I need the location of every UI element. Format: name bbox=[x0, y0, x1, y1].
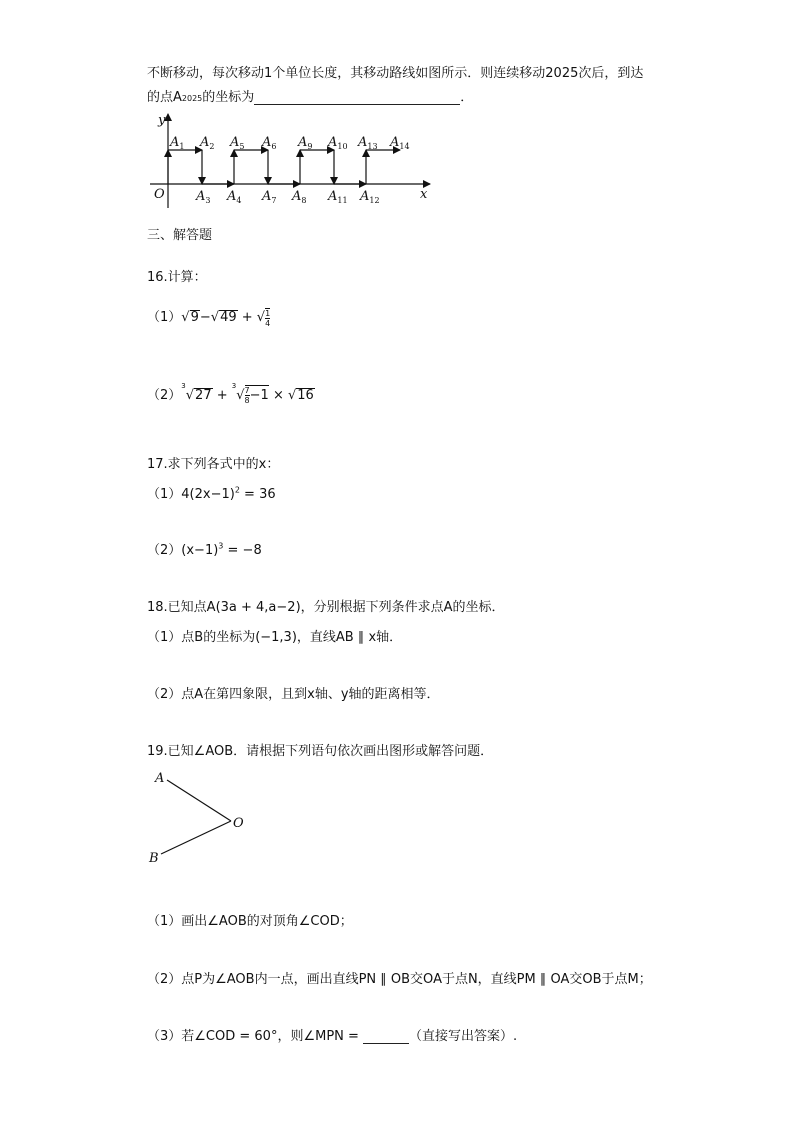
bottom-point-label-0: $A_3$ bbox=[196, 189, 211, 205]
top-point-label-6: $A_{13}$ bbox=[358, 135, 378, 151]
q19-title: 19.已知∠AOB．请根据下列语句依次画出图形或解答问题． bbox=[147, 744, 494, 759]
q16-part2: $(2)^3√27 + ^3√$ $\frac{7}{8}$ −1 × √16 bbox=[147, 382, 314, 405]
q16-title: 16.计算： bbox=[147, 270, 207, 285]
q16-p1-sqrt9: 9 bbox=[190, 310, 199, 325]
q16-p1-frac: $\frac{1}{4}$ bbox=[265, 308, 271, 328]
q17-part1: $(1)4(2x-1)^2 = 36$ bbox=[147, 485, 276, 502]
q16-p2-radicand: $\frac{7}{8}$ −1 bbox=[244, 386, 269, 405]
q16-p2-27: 27 bbox=[195, 388, 212, 403]
ray-ob bbox=[161, 821, 231, 854]
q16-p1-plus: + bbox=[241, 310, 253, 325]
top-point-label-1: $A_2$ bbox=[200, 135, 215, 151]
point-a-label: A bbox=[155, 771, 165, 786]
movement-path bbox=[168, 150, 400, 184]
q18-part2: （2）点A在第四象限，且到x轴、y轴的距离相等． bbox=[147, 687, 440, 702]
q15-line2 bbox=[147, 86, 473, 105]
bottom-point-label-1: $A_4$ bbox=[227, 189, 242, 205]
section-title: 三、解答题 bbox=[147, 228, 213, 243]
q16-p2-label: （2） bbox=[147, 388, 182, 403]
angle-aob-figure bbox=[145, 768, 255, 868]
q16-p2-16: 16 bbox=[297, 388, 314, 403]
bottom-point-labels bbox=[195, 189, 380, 205]
top-point-label-2: $A_5$ bbox=[230, 135, 245, 151]
q19-part1: （1）画出∠AOB的对顶角∠COD； bbox=[147, 914, 353, 929]
bottom-point-label-5: $A_{12}$ bbox=[360, 189, 380, 205]
answer-blank-mpn bbox=[363, 1031, 409, 1044]
bottom-point-label-4: $A_{11}$ bbox=[328, 189, 348, 205]
top-point-label-7: $A_{14}$ bbox=[390, 135, 410, 151]
q18-title: 18.已知点A(3a + 4,a−2)，分别根据下列条件求点A的坐标． bbox=[147, 600, 505, 615]
top-point-label-0: $A_1$ bbox=[170, 135, 185, 151]
bottom-point-label-2: $A_7$ bbox=[262, 189, 277, 205]
q15-line2-sub: 2025 bbox=[181, 94, 203, 103]
top-point-label-5: $A_{10}$ bbox=[328, 135, 348, 151]
q15-line2-prefix: 的点A bbox=[147, 90, 182, 105]
q15-line2-suffix: 的坐标为 bbox=[202, 90, 255, 105]
q16-part1: （1）√9−√49 + √ $\frac{1}{4}$ bbox=[147, 308, 271, 328]
answer-blank bbox=[254, 92, 460, 105]
q16-p1-sqrt49: 49 bbox=[220, 310, 237, 325]
y-axis-label: y bbox=[158, 113, 166, 128]
q17-part2: $(2)(x-1)^3 = -8$ bbox=[147, 541, 262, 558]
q16-p1-label: （1） bbox=[147, 310, 182, 325]
q16-p1-minus: − bbox=[199, 310, 211, 325]
top-point-label-4: $A_9$ bbox=[298, 135, 313, 151]
x-axis-label: x bbox=[420, 187, 428, 202]
q19-part2: （2）点P为∠AOB内一点，画出直线PN ∥ OB交OA于点N，直线PM ∥ OA交OB于点M； bbox=[147, 972, 652, 987]
q15-line2-end: ． bbox=[460, 90, 474, 105]
point-o-label: O bbox=[233, 816, 244, 831]
q17-title: 17.求下列各式中的x： bbox=[147, 457, 280, 472]
q15-line1: 不断移动，每次移动1个单位长度，其移动路线如图所示．则连续移动2025次后，到达 bbox=[147, 66, 644, 81]
point-b-label: B bbox=[149, 851, 159, 866]
bottom-point-label-3: $A_8$ bbox=[292, 189, 307, 205]
q19-part3: （3）若∠COD = 60°，则∠MPN = （直接写出答案）. bbox=[147, 1029, 518, 1044]
movement-graph bbox=[140, 108, 440, 208]
top-point-label-3: $A_6$ bbox=[262, 135, 277, 151]
ray-oa bbox=[167, 780, 231, 821]
q18-part1: （1）点B的坐标为(−1,3)，直线AB ∥ x轴． bbox=[147, 630, 403, 645]
origin-label: O bbox=[154, 187, 165, 202]
top-point-labels bbox=[169, 135, 410, 151]
